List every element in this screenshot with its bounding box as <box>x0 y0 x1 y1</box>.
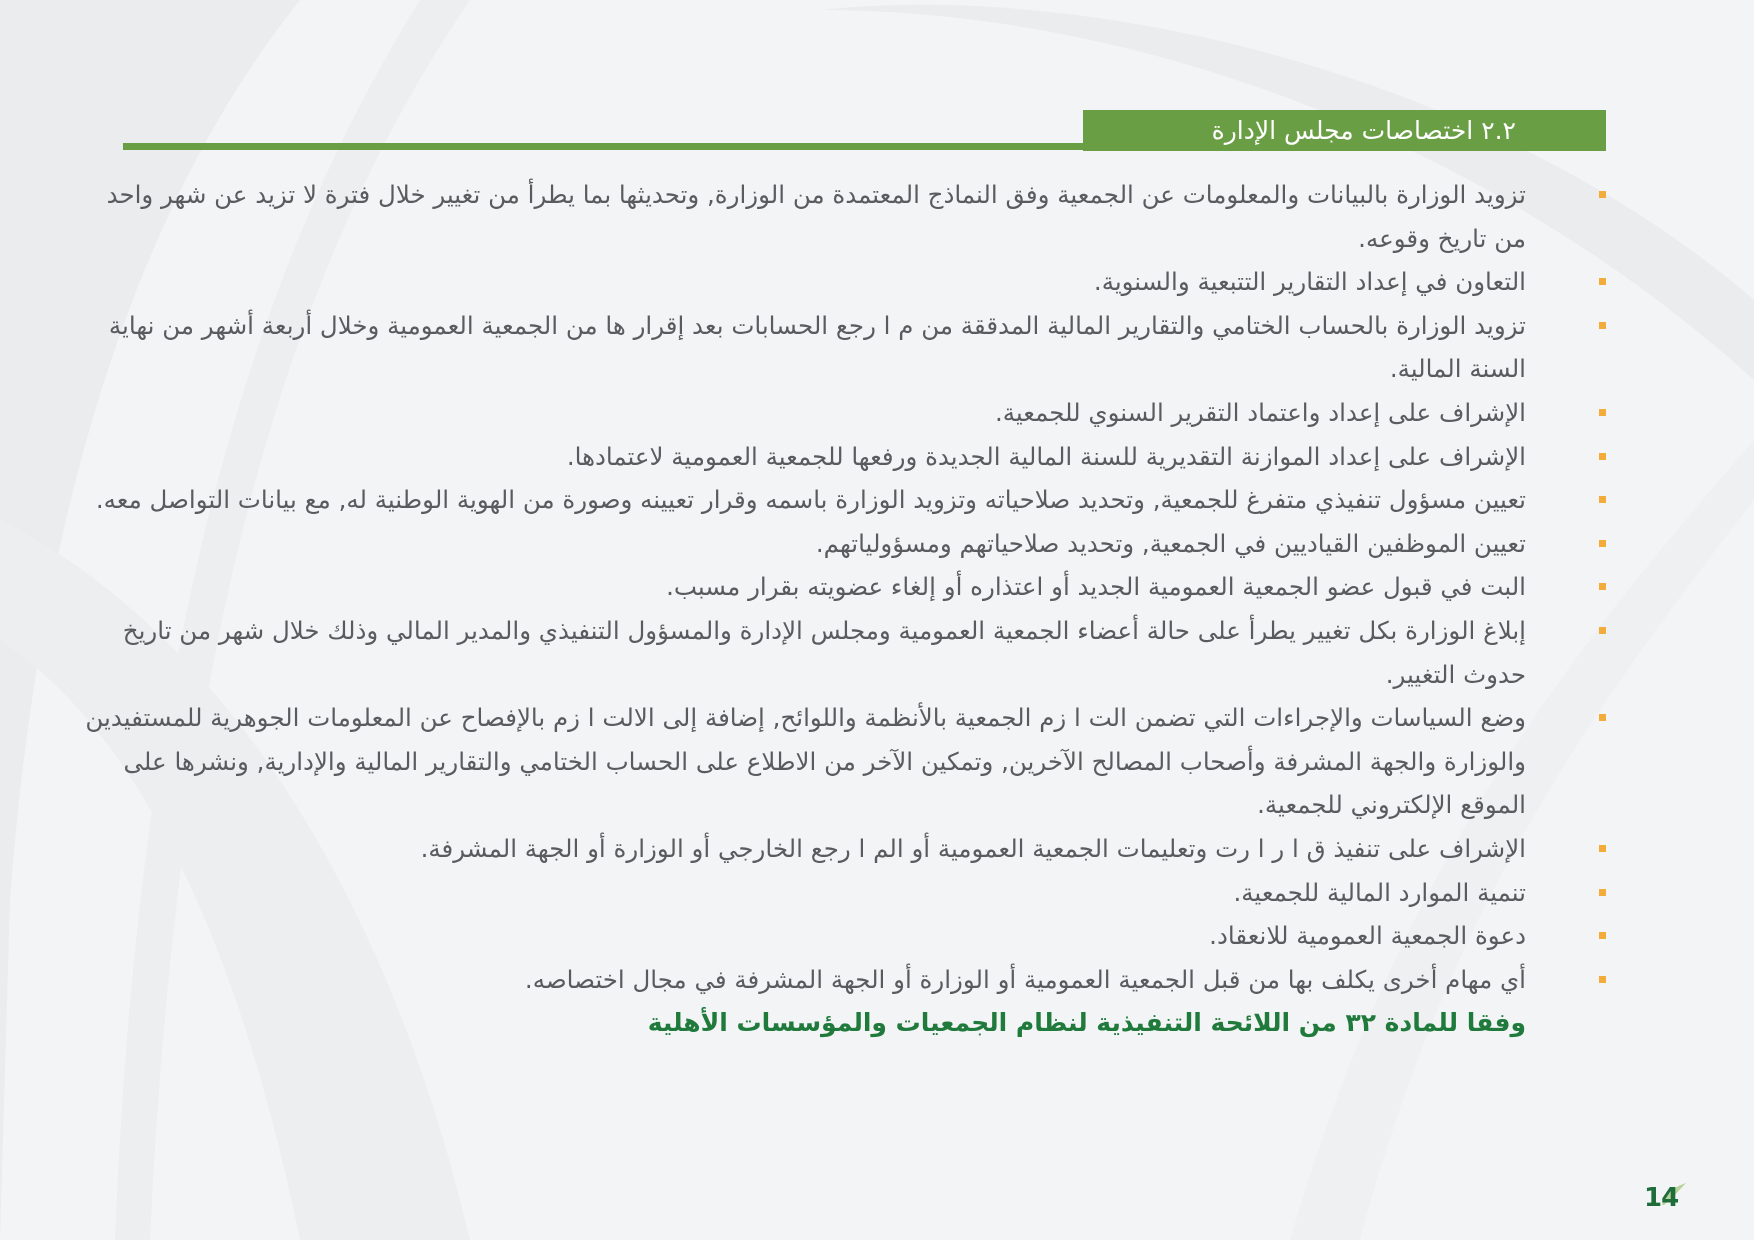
section-title-bar <box>1083 110 1606 151</box>
bullet-icon <box>1599 191 1606 198</box>
responsibilities-list <box>80 173 1606 1001</box>
list-item <box>80 914 1606 958</box>
list-item <box>80 391 1606 435</box>
list-item-text: الإشراف على إعداد واعتماد التقرير السنوي للجمعية. <box>994 397 1526 427</box>
bullet-icon <box>1599 932 1606 939</box>
list-item-text: تزويد الوزارة بالحساب الختامي والتقارير المالية المدققة من م ا رجع الحسابات بعد إقرار ها من الجمعية العمومية وخلال أربعة أشهر من نهاية السنة المالية. <box>108 310 1526 384</box>
section-title: ٢.٢ اختصاصات مجلس الإدارة <box>1211 116 1516 145</box>
list-item-text: البت في قبول عضو الجمعية العمومية الجديد أو اعتذاره أو إلغاء عضويته بقرار مسبب. <box>666 572 1526 602</box>
title-underline <box>123 143 1083 150</box>
list-item <box>80 958 1606 1002</box>
list-item <box>80 260 1606 304</box>
list-item-text: أي مهام أخرى يكلف بها من قبل الجمعية العمومية أو الوزارة أو الجهة المشرفة في مجال اختصاصه. <box>524 964 1526 994</box>
list-item-text: دعوة الجمعية العمومية للانعقاد. <box>1209 921 1526 951</box>
bullet-icon <box>1599 453 1606 460</box>
list-item-text: الإشراف على إعداد الموازنة التقديرية للسنة المالية الجديدة ورفعها للجمعية العمومية لاعتمادها. <box>566 441 1526 471</box>
content-area <box>80 173 1606 1093</box>
list-item-text: وضع السياسات والإجراءات التي تضمن الت ا زم الجمعية بالأنظمة واللوائح, إضافة إلى الالت ا زم بالإفصاح عن المعلومات الجوهرية للمستفيدين والوزارة والجهة المشرفة وأصحاب المصالح الآخرين, وتمكين الآخر من الاطلاع على الحساب الختامي والتقارير المالية والإدارية, ونشرها على الموقع الإلكتروني للجمعية. <box>85 703 1526 820</box>
list-item <box>80 478 1606 522</box>
bullet-icon <box>1599 845 1606 852</box>
bullet-icon <box>1599 409 1606 416</box>
list-item <box>80 304 1606 391</box>
list-item <box>80 609 1606 696</box>
page-number-badge <box>1640 1183 1690 1223</box>
page-number: 14 <box>1644 1183 1679 1213</box>
list-item-text: تزويد الوزارة بالبيانات والمعلومات عن الجمعية وفق النماذج المعتمدة من الوزارة, وتحديثها بما يطرأ من تغيير خلال فترة لا تزيد عن شهر واحد من تاريخ وقوعه. <box>106 180 1526 253</box>
list-item-text: التعاون في إعداد التقارير التتبعية والسنوية. <box>1093 267 1526 297</box>
list-item <box>80 435 1606 479</box>
list-item <box>80 565 1606 609</box>
bullet-icon <box>1599 889 1606 896</box>
list-item-text: إبلاغ الوزارة بكل تغيير يطرأ على حالة أعضاء الجمعية العمومية ومجلس الإدارة والمسؤول التنفيذي والمدير المالي وذلك خلال شهر من تاريخ حدوث التغيير. <box>122 615 1526 689</box>
list-item <box>80 871 1606 915</box>
bullet-icon <box>1599 322 1606 329</box>
bullet-icon <box>1599 540 1606 547</box>
list-item <box>80 827 1606 871</box>
list-item-text: الإشراف على تنفيذ ق ا ر ا رت وتعليمات الجمعية العمومية أو الم ا رجع الخارجي أو الوزارة أو الجهة المشرفة. <box>420 833 1526 863</box>
source-footnote: وفقا للمادة ٣٢ من اللائحة التنفيذية لنظام الجمعيات والمؤسسات الأهلية <box>647 1008 1526 1038</box>
list-item <box>80 173 1606 260</box>
list-item-text: تعيين مسؤول تنفيذي متفرغ للجمعية, وتحديد صلاحياته وتزويد الوزارة باسمه وقرار تعيينه وصورة من الهوية الوطنية له, مع بيانات التواصل معه. <box>95 485 1526 515</box>
bullet-icon <box>1599 976 1606 983</box>
bullet-icon <box>1599 627 1606 634</box>
bullet-icon <box>1599 714 1606 721</box>
bullet-icon <box>1599 496 1606 503</box>
bullet-icon <box>1599 278 1606 285</box>
list-item <box>80 696 1606 827</box>
list-item-text: تنمية الموارد المالية للجمعية. <box>1233 877 1526 907</box>
list-item-text: تعيين الموظفين القياديين في الجمعية, وتحديد صلاحياتهم ومسؤولياتهم. <box>815 528 1526 558</box>
bullet-icon <box>1599 583 1606 590</box>
list-item <box>80 522 1606 566</box>
